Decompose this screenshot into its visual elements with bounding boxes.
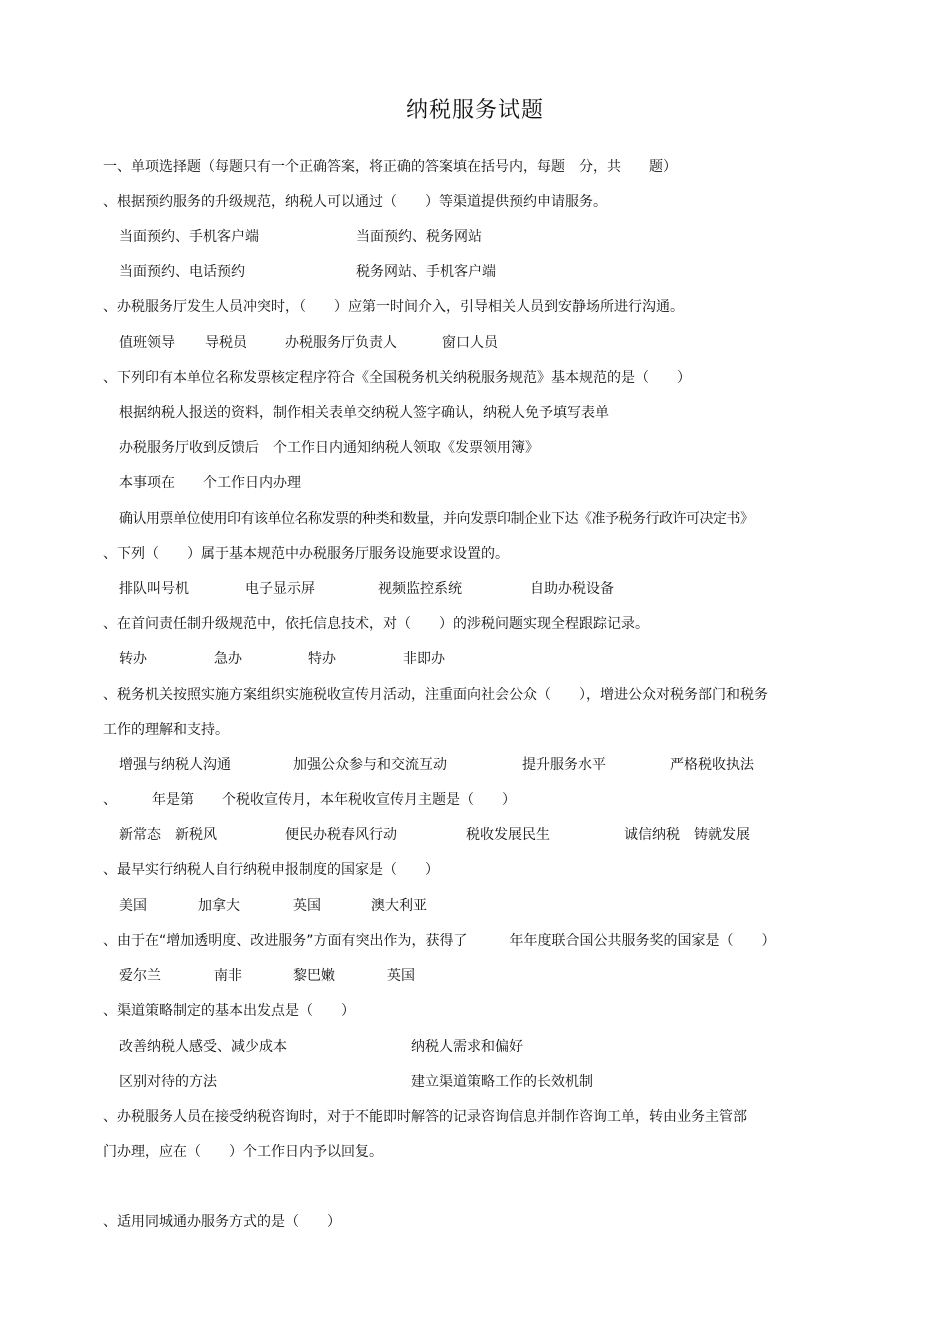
question-7-option-d: 诚信纳税 铸就发展 — [624, 827, 750, 843]
question-7-option-b: 便民办税春风行动 — [285, 827, 397, 843]
question-8-option-b: 加拿大 — [198, 898, 240, 914]
question-9-option-a: 爱尔兰 — [119, 968, 161, 984]
question-6-option-b: 加强公众参与和交流互动 — [293, 757, 447, 773]
question-2-option-d: 窗口人员 — [442, 335, 498, 351]
question-3-option-b: 办税服务厅收到反馈后 个工作日内通知纳税人领取《发票领用簿》 — [119, 440, 539, 456]
question-5-option-c: 特办 — [308, 651, 336, 667]
question-4-option-a: 排队叫号机 — [119, 581, 189, 597]
question-3-option-c: 本事项在 个工作日内办理 — [119, 475, 301, 491]
question-6-stem-line-2: 工作的理解和支持。 — [103, 722, 229, 738]
question-7-option-a: 新常态 新税风 — [119, 827, 217, 843]
question-5-option-a: 转办 — [119, 651, 147, 667]
question-10-option-a: 改善纳税人感受、减少成本 — [119, 1039, 287, 1055]
question-7-option-c: 税收发展民生 — [466, 827, 550, 843]
question-3-option-a: 根据纳税人报送的资料，制作相关表单交纳税人签字确认，纳税人免予填写表单 — [119, 405, 609, 421]
question-6-option-d: 严格税收执法 — [670, 757, 754, 773]
question-4-option-d: 自助办税设备 — [530, 581, 614, 597]
question-3-option-d: 确认用票单位使用印有该单位名称发票的种类和数量，并向发票印制企业下达《准予税务行政许可决定书》 — [119, 511, 754, 527]
question-9-option-b: 南非 — [214, 968, 242, 984]
question-2-option-c: 办税服务厅负责人 — [285, 335, 397, 351]
question-7-stem: 、 年是第 个税收宣传月，本年税收宣传月主题是（ ） — [103, 792, 516, 808]
question-1-option-d: 税务网站、手机客户端 — [356, 264, 496, 280]
question-8-option-a: 美国 — [119, 898, 147, 914]
question-5-option-d: 非即办 — [403, 651, 445, 667]
question-8-option-c: 英国 — [293, 898, 321, 914]
question-9-option-d: 英国 — [387, 968, 415, 984]
page-title: 纳税服务试题 — [405, 98, 544, 123]
question-4-stem: 、下列（ ）属于基本规范中办税服务厅服务设施要求设置的。 — [103, 546, 509, 562]
question-4-option-b: 电子显示屏 — [245, 581, 315, 597]
question-1-option-b: 当面预约、税务网站 — [356, 229, 482, 245]
question-10-option-d: 建立渠道策略工作的长效机制 — [411, 1074, 593, 1090]
question-10-option-b: 纳税人需求和偏好 — [411, 1039, 523, 1055]
question-1-stem: 、根据预约服务的升级规范，纳税人可以通过（ ）等渠道提供预约申请服务。 — [103, 194, 607, 210]
question-5-stem: 、在首问责任制升级规范中，依托信息技术，对（ ）的涉税问题实现全程跟踪记录。 — [103, 616, 649, 632]
question-9-option-c: 黎巴嫩 — [293, 968, 335, 984]
question-10-option-c: 区别对待的方法 — [119, 1074, 217, 1090]
question-6-option-c: 提升服务水平 — [522, 757, 606, 773]
question-10-stem: 、渠道策略制定的基本出发点是（ ） — [103, 1003, 355, 1019]
question-8-option-d: 澳大利亚 — [371, 898, 427, 914]
question-6-stem-line-1: 、税务机关按照实施方案组织实施税收宣传月活动，注重面向社会公众（ ），增进公众对税务部门和税务 — [103, 687, 768, 703]
question-2-option-a: 值班领导 — [119, 335, 175, 351]
question-8-stem: 、最早实行纳税人自行纳税申报制度的国家是（ ） — [103, 862, 439, 878]
question-1-option-c: 当面预约、电话预约 — [119, 264, 245, 280]
question-2-option-b: 导税员 — [205, 335, 247, 351]
question-2-stem: 、办税服务厅发生人员冲突时，（ ）应第一时间介入，引导相关人员到安静场所进行沟通。 — [103, 299, 684, 315]
question-11-stem-line-1: 、办税服务人员在接受纳税咨询时，对于不能即时解答的记录咨询信息并制作咨询工单，转由业务主管部 — [103, 1109, 747, 1125]
question-9-stem: 、由于在“增加透明度、改进服务”方面有突出作为，获得了 年年度联合国公共服务奖的国家是（ ） — [103, 933, 776, 949]
question-4-option-c: 视频监控系统 — [378, 581, 462, 597]
section-header: 一、单项选择题（每题只有一个正确答案，将正确的答案填在括号内，每题 分，共 题） — [103, 159, 677, 175]
question-1-option-a: 当面预约、手机客户端 — [119, 229, 259, 245]
question-6-option-a: 增强与纳税人沟通 — [119, 757, 231, 773]
question-12-stem: 、适用同城通办服务方式的是（ ） — [103, 1214, 341, 1230]
question-11-stem-line-2: 门办理，应在（ ）个工作日内予以回复。 — [103, 1144, 383, 1160]
question-5-option-b: 急办 — [214, 651, 242, 667]
question-3-stem: 、下列印有本单位名称发票核定程序符合《全国税务机关纳税服务规范》基本规范的是（ ） — [103, 370, 691, 386]
